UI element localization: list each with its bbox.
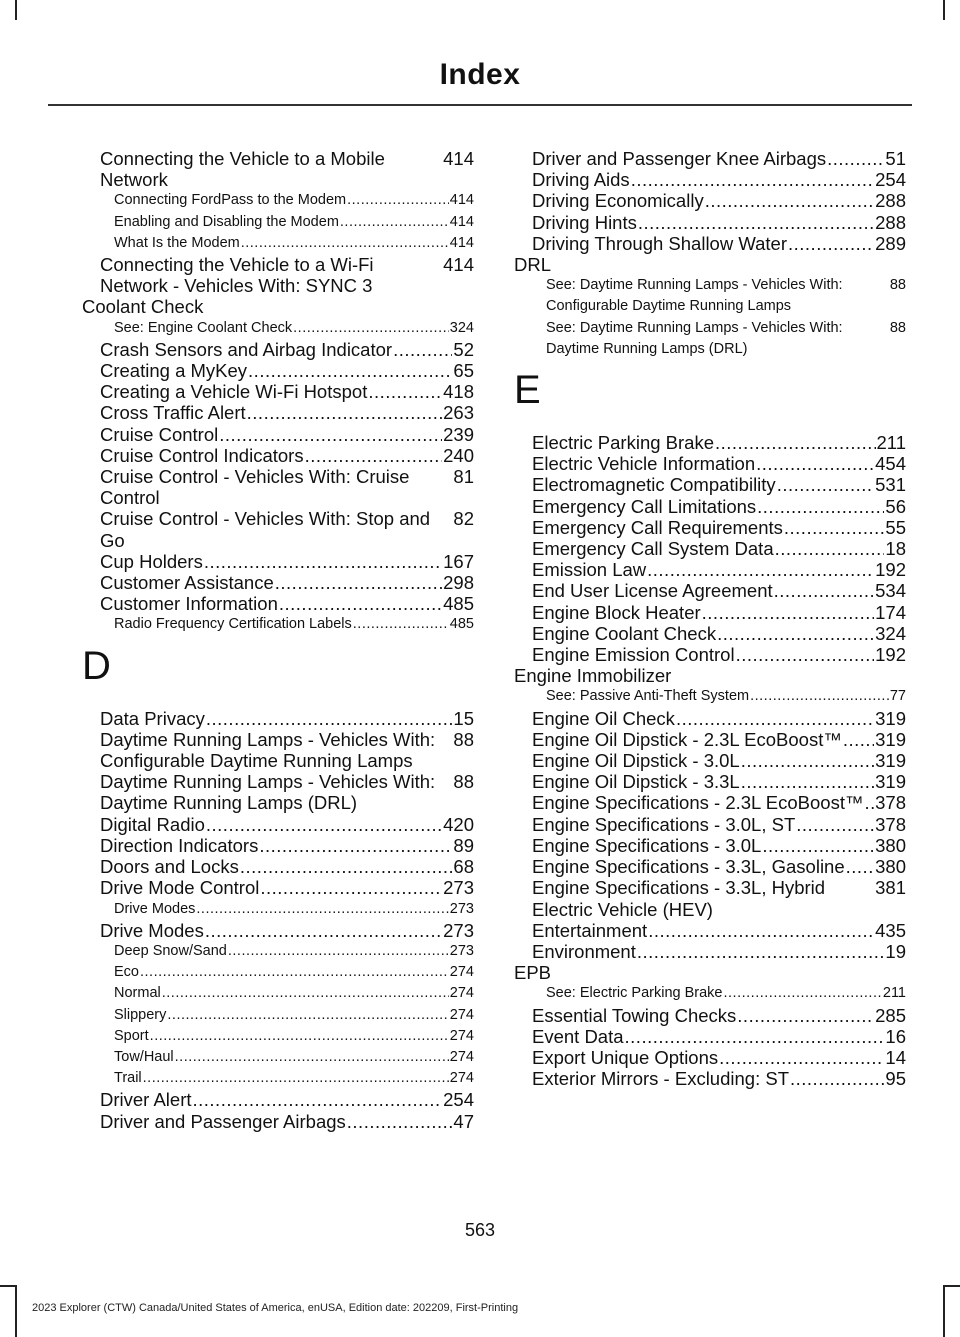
index-page-ref[interactable]: 285	[875, 1004, 906, 1026]
index-page-ref[interactable]: 273	[443, 877, 474, 899]
index-subentry	[514, 275, 906, 317]
index-entry-text: Drive Modes	[100, 919, 204, 941]
index-entry-text: Engine Immobilizer	[514, 665, 672, 687]
index-subentry	[82, 318, 474, 339]
index-page-ref[interactable]: 485	[443, 593, 474, 615]
index-subentry	[82, 233, 474, 254]
index-entry-text: Driving Hints	[532, 211, 637, 233]
dot-leader	[167, 1005, 448, 1026]
index-entry	[82, 708, 474, 729]
index-subentry	[82, 962, 474, 983]
crop-mark-bottom-left-horizontal	[0, 1285, 16, 1287]
index-entry-text: Daytime Running Lamps - Vehicles With: Daytime Running Lamps (DRL)	[100, 771, 436, 814]
dot-leader	[736, 644, 875, 665]
index-entry-text: Slippery	[114, 1006, 167, 1023]
index-entry-text: Doors and Locks	[100, 856, 239, 878]
dot-leader	[827, 148, 884, 169]
index-entry-text: See: Daytime Running Lamps - Vehicles With: Configurable Daytime Running Lamps	[546, 277, 843, 315]
index-entry-text: Engine Oil Dipstick - 2.3L EcoBoost™	[532, 728, 842, 750]
index-entry	[514, 1026, 906, 1047]
dot-leader	[259, 835, 452, 856]
crop-mark-top-right-vertical	[943, 0, 945, 20]
index-entry-text: Driving Economically	[532, 190, 704, 212]
index-page-ref[interactable]: 378	[875, 792, 906, 814]
index-entry-text: Cross Traffic Alert	[100, 402, 246, 424]
index-page-ref[interactable]: 95	[885, 1068, 906, 1090]
index-page-ref[interactable]: 56	[885, 495, 906, 517]
index-entry-text: Crash Sensors and Airbag Indicator	[100, 338, 393, 360]
index-page-ref[interactable]: 211	[882, 985, 906, 1002]
index-page-ref[interactable]: 531	[875, 474, 906, 496]
index-entry-text: Electric Parking Brake	[532, 432, 714, 454]
index-column-right	[514, 148, 906, 1089]
index-entry-text: Eco	[114, 964, 139, 981]
dot-leader	[625, 1026, 885, 1047]
index-page-ref[interactable]: 239	[443, 423, 474, 445]
dot-leader	[206, 814, 442, 835]
dot-leader	[631, 169, 874, 190]
dot-leader	[762, 835, 874, 856]
index-subentry	[82, 941, 474, 962]
dot-leader	[260, 877, 442, 898]
index-entry-text: Enabling and Disabling the Modem	[114, 213, 339, 230]
index-entry	[514, 856, 906, 877]
index-page-ref[interactable]: 174	[875, 601, 906, 623]
index-page-ref[interactable]: 88	[889, 319, 906, 336]
index-entry	[82, 572, 474, 593]
index-page-ref[interactable]: 274	[449, 1027, 474, 1044]
index-page-ref[interactable]: 454	[875, 453, 906, 475]
index-subentry	[82, 899, 474, 920]
index-entry-text: Electric Vehicle Information	[532, 453, 756, 475]
dot-leader	[843, 729, 874, 750]
index-page-ref[interactable]: 273	[449, 942, 474, 959]
index-subentry	[82, 212, 474, 233]
index-page-ref[interactable]: 319	[875, 750, 906, 772]
index-entry	[514, 708, 906, 729]
dot-leader	[347, 1111, 453, 1132]
index-entry	[82, 381, 474, 402]
index-page-ref[interactable]: 192	[875, 559, 906, 581]
header-divider	[48, 104, 912, 106]
index-entry-text: Driver and Passenger Knee Airbags	[532, 148, 827, 169]
index-page-ref[interactable]: 324	[875, 622, 906, 644]
index-entry-text: Engine Specifications - 3.0L, ST	[532, 813, 796, 835]
index-entry-text: EPB	[514, 962, 552, 984]
index-entry	[82, 148, 474, 190]
index-entry-text: Tow/Haul	[114, 1048, 174, 1065]
index-entry-text: DRL	[514, 254, 552, 276]
index-entry-text: Engine Oil Check	[532, 707, 675, 729]
index-entry-text: Engine Specifications - 3.0L	[532, 834, 762, 856]
index-entry	[514, 665, 906, 686]
index-entry-text: Emergency Call System Data	[532, 538, 774, 560]
dot-leader	[784, 517, 885, 538]
index-entry	[82, 729, 474, 771]
index-entry-text: Direction Indicators	[100, 834, 259, 856]
index-entry	[82, 360, 474, 381]
dot-leader	[737, 1005, 874, 1026]
index-entry	[514, 559, 906, 580]
dot-leader	[638, 212, 874, 233]
index-column-left	[82, 148, 474, 1132]
index-entry-text: Deep Snow/Sand	[114, 942, 227, 959]
index-page-ref[interactable]: 274	[449, 1006, 474, 1023]
index-entry	[82, 814, 474, 835]
index-entry	[82, 466, 474, 508]
index-entry	[82, 1089, 474, 1110]
dot-leader	[757, 496, 884, 517]
index-page-ref[interactable]: 65	[453, 360, 474, 382]
index-entry-text: Export Unique Options	[532, 1046, 719, 1068]
index-entry-text: See: Electric Parking Brake	[546, 985, 723, 1002]
index-entry	[514, 453, 906, 474]
index-entry-text: Cruise Control - Vehicles With: Cruise Control	[100, 466, 410, 509]
index-entry-text: Engine Specifications - 3.3L, Hybrid Electric Vehicle (HEV)	[532, 877, 826, 920]
index-entry-text: What Is the Modem	[114, 234, 240, 251]
index-subentry	[82, 1026, 474, 1047]
dot-leader	[741, 750, 874, 771]
dot-leader	[204, 551, 442, 572]
index-entry-text: Engine Block Heater	[532, 601, 701, 623]
index-entry	[514, 1005, 906, 1026]
footer-edition-info: 2023 Explorer (CTW) Canada/United States of America, enUSA, Edition date: 202209, First-Printing	[32, 1302, 519, 1314]
dot-leader	[777, 474, 874, 495]
index-entry	[82, 593, 474, 614]
dot-leader	[775, 538, 885, 559]
index-entry	[82, 771, 474, 813]
index-entry-text: Cup Holders	[100, 550, 203, 572]
index-page-ref[interactable]: 378	[875, 813, 906, 835]
index-page-ref[interactable]: 274	[449, 1048, 474, 1065]
index-entry-text: Cruise Control	[100, 423, 219, 445]
index-page-ref[interactable]: 52	[453, 338, 474, 360]
index-page-ref[interactable]: 319	[875, 707, 906, 729]
index-page-ref[interactable]: 414	[449, 234, 474, 251]
index-page-ref[interactable]: 319	[875, 771, 906, 793]
index-page-ref[interactable]: 167	[443, 550, 474, 572]
index-entry-text: Radio Frequency Certification Labels	[114, 616, 352, 633]
index-entry-text: Data Privacy	[100, 707, 205, 729]
dot-leader	[719, 1047, 884, 1068]
page-number: 563	[464, 1220, 496, 1240]
index-entry-text: Driving Through Shallow Water	[532, 232, 787, 254]
dot-leader	[206, 708, 453, 729]
index-entry	[514, 580, 906, 601]
index-entry-text: Engine Coolant Check	[532, 622, 717, 644]
index-entry	[82, 551, 474, 572]
index-entry	[82, 254, 474, 296]
index-entry-text: Engine Oil Dipstick - 3.3L	[532, 771, 740, 793]
dot-leader	[648, 920, 874, 941]
index-page-ref[interactable]: 274	[449, 964, 474, 981]
index-entry	[82, 1111, 474, 1132]
dot-leader	[715, 432, 876, 453]
index-page-ref[interactable]: 414	[443, 254, 474, 276]
index-entry-text: Coolant Check	[82, 296, 204, 318]
dot-leader	[275, 572, 442, 593]
index-entry-text: Creating a MyKey	[100, 360, 248, 382]
index-entry	[514, 517, 906, 538]
crop-mark-bottom-right-vertical	[943, 1285, 945, 1337]
index-entry-text: See: Engine Coolant Check	[114, 319, 293, 336]
index-entry-text: Emergency Call Limitations	[532, 495, 757, 517]
index-entry-text: See: Daytime Running Lamps - Vehicles With: Daytime Running Lamps (DRL)	[546, 319, 843, 357]
index-entry	[82, 920, 474, 941]
index-entry-text: Cruise Control Indicators	[100, 444, 304, 466]
index-subentry	[82, 983, 474, 1004]
dot-leader	[774, 580, 874, 601]
index-entry-text: Drive Mode Control	[100, 877, 260, 899]
crop-mark-bottom-right-horizontal	[943, 1285, 960, 1287]
index-entry-text: Exterior Mirrors - Excluding: ST	[532, 1068, 789, 1090]
index-entry-text: Environment	[532, 940, 636, 962]
dot-leader	[864, 792, 874, 813]
index-entry-text: Engine Emission Control	[532, 644, 735, 666]
index-page-ref[interactable]: 274	[449, 1070, 474, 1087]
index-entry-text: Engine Specifications - 3.3L, Gasoline	[532, 856, 845, 878]
index-entry	[514, 602, 906, 623]
index-section-letter: D	[82, 643, 111, 688]
index-entry-text: Cruise Control - Vehicles With: Stop and Go	[100, 508, 431, 551]
dot-leader	[340, 212, 449, 233]
index-entry	[514, 920, 906, 941]
index-entry	[514, 496, 906, 517]
dot-leader	[247, 402, 442, 423]
index-page-ref[interactable]: 380	[875, 834, 906, 856]
index-page-ref[interactable]: 77	[889, 688, 906, 705]
index-entry-text: Digital Radio	[100, 813, 205, 835]
index-subentry	[514, 983, 906, 1004]
index-page-ref[interactable]: 88	[453, 728, 474, 750]
dot-leader	[702, 602, 874, 623]
index-entry	[514, 254, 906, 275]
index-page-ref[interactable]: 51	[885, 148, 906, 169]
index-entry-text: Essential Towing Checks	[532, 1004, 737, 1026]
index-entry-text: Electromagnetic Compatibility	[532, 474, 776, 496]
dot-leader	[647, 559, 874, 580]
dot-leader	[205, 920, 442, 941]
index-page-ref[interactable]: 15	[453, 707, 474, 729]
index-entry	[82, 856, 474, 877]
index-entry	[514, 474, 906, 495]
index-entry-text: Driver and Passenger Airbags	[100, 1110, 346, 1132]
dot-leader	[175, 1047, 449, 1068]
index-subentry	[82, 1068, 474, 1089]
dot-leader	[196, 899, 448, 920]
index-page-ref[interactable]: 47	[453, 1110, 474, 1132]
index-page-ref[interactable]: 14	[885, 1046, 906, 1068]
index-entry	[514, 538, 906, 559]
index-page-ref[interactable]: 88	[889, 277, 906, 294]
index-entry-text: Customer Information	[100, 593, 278, 615]
dot-leader	[788, 233, 874, 254]
index-subentry	[82, 190, 474, 211]
index-page-ref[interactable]: 414	[449, 213, 474, 230]
index-page-ref[interactable]: 68	[453, 856, 474, 878]
index-entry-text: Creating a Vehicle Wi-Fi Hotspot	[100, 381, 368, 403]
index-entry	[514, 148, 906, 169]
index-entry	[514, 814, 906, 835]
index-page-ref[interactable]: 534	[875, 580, 906, 602]
dot-leader	[293, 318, 449, 339]
dot-leader	[790, 1068, 884, 1089]
dot-leader	[705, 190, 874, 211]
dot-leader	[150, 1026, 449, 1047]
dot-leader	[393, 339, 452, 360]
index-entry	[514, 623, 906, 644]
dot-leader	[353, 614, 449, 635]
index-entry	[514, 212, 906, 233]
index-page-ref[interactable]: 274	[449, 985, 474, 1002]
index-entry-text: Trail	[114, 1070, 142, 1087]
dot-leader	[368, 381, 442, 402]
index-subentry	[514, 318, 906, 360]
index-entry-text: Drive Modes	[114, 900, 196, 917]
index-entry	[514, 169, 906, 190]
dot-leader	[741, 771, 874, 792]
index-page-ref[interactable]: 254	[875, 169, 906, 191]
index-page-ref[interactable]: 289	[875, 232, 906, 254]
index-entry-text: Driving Aids	[532, 169, 630, 191]
index-page-ref[interactable]: 240	[443, 444, 474, 466]
dot-leader	[140, 962, 449, 983]
index-page-ref[interactable]: 414	[443, 148, 474, 169]
index-entry	[82, 424, 474, 445]
dot-leader	[750, 686, 889, 707]
dot-leader	[228, 941, 449, 962]
index-page-ref[interactable]: 435	[875, 919, 906, 941]
dot-leader	[241, 233, 449, 254]
index-page-ref[interactable]: 288	[875, 211, 906, 233]
index-entry-text: See: Passive Anti-Theft System	[546, 688, 750, 705]
index-page-ref[interactable]: 81	[453, 466, 474, 488]
index-page-ref[interactable]: 18	[885, 538, 906, 560]
index-entry	[514, 432, 906, 453]
index-page-ref[interactable]: 263	[443, 402, 474, 424]
index-entry-text: Emission Law	[532, 559, 647, 581]
index-entry	[82, 877, 474, 898]
index-entry	[514, 877, 906, 919]
index-page-ref[interactable]: 273	[449, 900, 474, 917]
index-page-ref[interactable]: 485	[449, 616, 474, 633]
dot-leader	[193, 1089, 443, 1110]
dot-leader	[240, 856, 453, 877]
dot-leader	[219, 424, 442, 445]
index-entry	[514, 771, 906, 792]
index-entry-text: Sport	[114, 1027, 149, 1044]
dot-leader	[162, 983, 449, 1004]
index-entry-text: Entertainment	[532, 919, 648, 941]
dot-leader	[347, 190, 449, 211]
index-page-ref[interactable]: 381	[875, 877, 906, 899]
index-page-ref[interactable]: 273	[443, 919, 474, 941]
index-entry	[514, 835, 906, 856]
index-page-ref[interactable]: 89	[453, 834, 474, 856]
dot-leader	[846, 856, 874, 877]
index-entry	[514, 962, 906, 983]
index-entry	[82, 402, 474, 423]
index-entry-text: Event Data	[532, 1025, 624, 1047]
dot-leader	[143, 1068, 449, 1089]
index-entry-text: Engine Specifications - 2.3L EcoBoost™	[532, 792, 864, 814]
dot-leader	[724, 983, 882, 1004]
index-page-ref[interactable]: 16	[885, 1025, 906, 1047]
index-entry	[514, 750, 906, 771]
index-entry-text: End User License Agreement	[532, 580, 773, 602]
index-entry-text: Connecting the Vehicle to a Mobile Network	[100, 148, 385, 191]
dot-leader	[796, 814, 874, 835]
index-entry-text: Connecting FordPass to the Modem	[114, 192, 347, 209]
dot-leader	[756, 453, 874, 474]
index-entry-text: Driver Alert	[100, 1089, 192, 1111]
index-subentry	[514, 686, 906, 707]
index-entry	[514, 1047, 906, 1068]
index-page-ref[interactable]: 324	[449, 319, 474, 336]
index-subentry	[82, 1005, 474, 1026]
index-entry-text: Daytime Running Lamps - Vehicles With: Configurable Daytime Running Lamps	[100, 728, 436, 772]
index-page-ref[interactable]: 414	[449, 192, 474, 209]
crop-mark-bottom-left-vertical	[15, 1285, 17, 1337]
index-entry-text: Engine Oil Dipstick - 3.0L	[532, 750, 740, 772]
index-entry	[514, 233, 906, 254]
index-page-ref[interactable]: 55	[885, 516, 906, 538]
index-page-ref[interactable]: 82	[453, 508, 474, 530]
index-entry	[82, 296, 474, 317]
index-entry	[82, 339, 474, 360]
index-page-ref[interactable]: 192	[875, 644, 906, 666]
index-subentry	[82, 614, 474, 635]
dot-leader	[637, 941, 885, 962]
index-page-ref[interactable]: 418	[443, 381, 474, 403]
index-page-ref[interactable]: 88	[453, 771, 474, 793]
index-entry	[514, 792, 906, 813]
index-section-letter: E	[514, 368, 541, 413]
index-entry	[514, 190, 906, 211]
index-entry-text: Connecting the Vehicle to a Wi-Fi Network - Vehicles With: SYNC 3	[100, 254, 374, 297]
dot-leader	[717, 623, 874, 644]
index-page-ref[interactable]: 211	[876, 432, 906, 454]
index-entry	[514, 941, 906, 962]
dot-leader	[248, 360, 452, 381]
crop-mark-top-left-vertical	[15, 0, 17, 20]
index-page-ref[interactable]: 254	[443, 1089, 474, 1111]
index-page-ref[interactable]: 380	[875, 856, 906, 878]
index-entry	[82, 835, 474, 856]
index-entry-text: Customer Assistance	[100, 572, 274, 594]
index-entry	[514, 1068, 906, 1089]
index-entry	[82, 445, 474, 466]
index-entry-text: Emergency Call Requirements	[532, 516, 783, 538]
index-entry	[82, 508, 474, 550]
index-page-ref[interactable]: 288	[875, 190, 906, 212]
dot-leader	[676, 708, 874, 729]
index-page-ref[interactable]: 319	[875, 728, 906, 750]
dot-leader	[305, 445, 443, 466]
index-entry	[514, 644, 906, 665]
index-entry-text: Normal	[114, 985, 161, 1002]
dot-leader	[279, 593, 442, 614]
page-title: Index	[439, 58, 521, 91]
index-subentry	[82, 1047, 474, 1068]
index-page-ref[interactable]: 298	[443, 572, 474, 594]
index-entry	[514, 729, 906, 750]
index-page-ref[interactable]: 19	[885, 940, 906, 962]
index-page-ref[interactable]: 420	[443, 813, 474, 835]
